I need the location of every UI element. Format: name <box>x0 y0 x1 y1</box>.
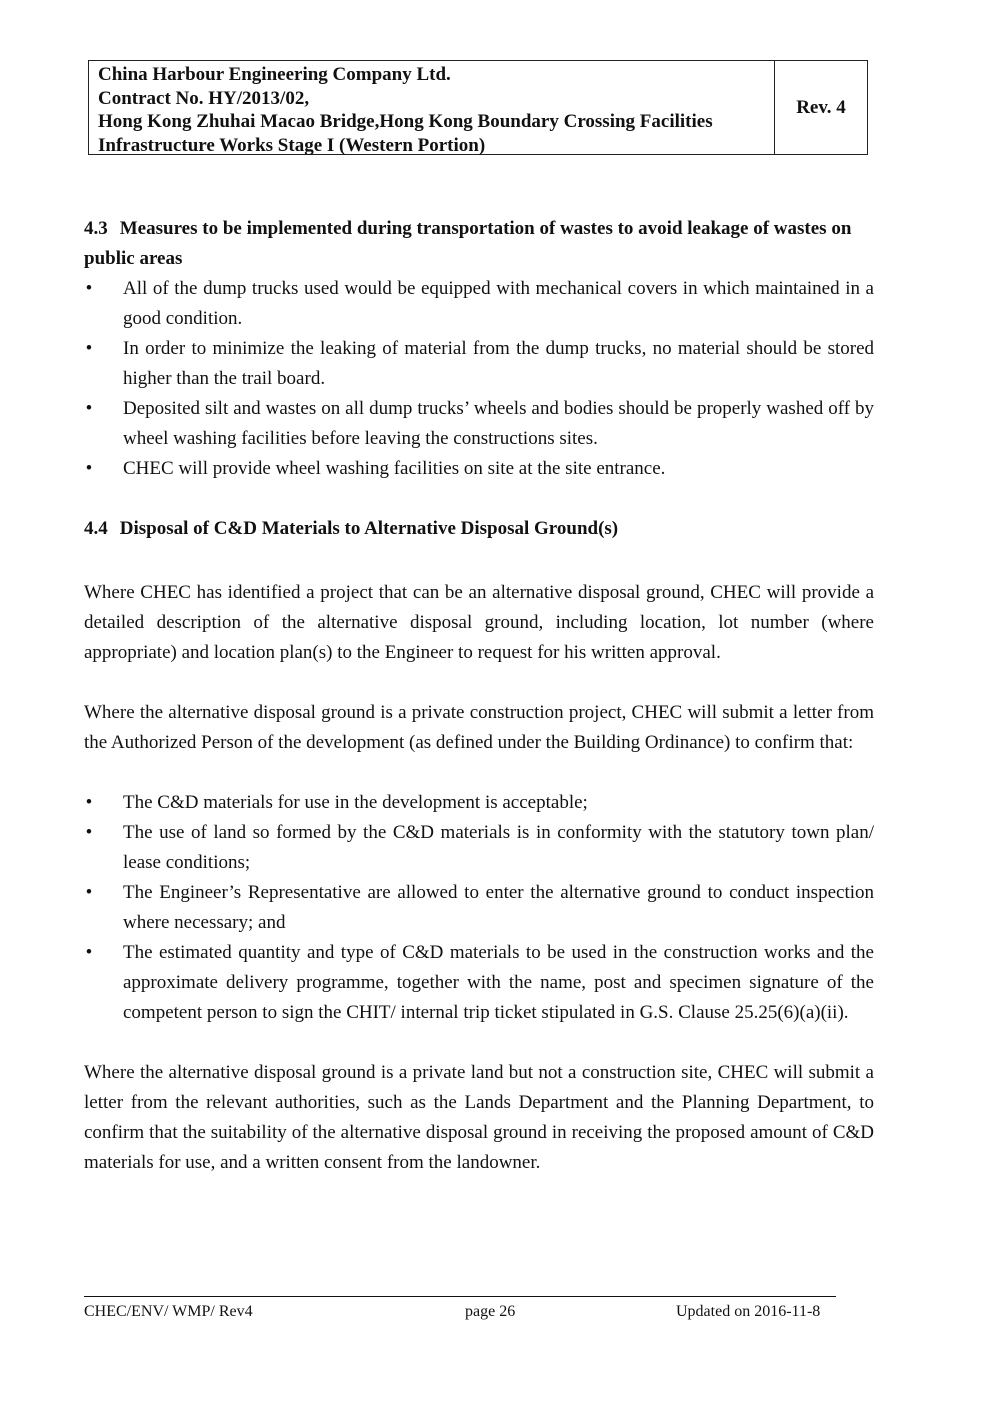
list-item <box>84 454 874 484</box>
header-works-stage: Infrastructure Works Stage I (Western Portion) <box>98 134 486 156</box>
section-4-4-bullet-list <box>84 788 874 1028</box>
list-item-text: The use of land so formed by the C&D materials is in conformity with the statutory town plan/ lease conditions; <box>123 822 874 873</box>
section-4-3-bullet-list <box>84 274 874 484</box>
paragraph-private-land: Where the alternative disposal ground is a private land but not a construction site, CHEC will submit a letter from the relevant authorities, such as the Lands Department and the Planning Department, to confirm that the suitability of the alternative disposal ground in receiving the proposed amount of C&D materials for use, and a written consent from the landowner. <box>84 1062 874 1173</box>
footer-updated-date: Updated on 2016-11-8 <box>676 1303 821 1320</box>
list-item <box>84 394 874 454</box>
paragraph-private-construction-project: Where the alternative disposal ground is a private construction project, CHEC will submit a letter from the Authorized Person of the development (as defined under the Building Ordinance) to confirm that: <box>84 702 874 753</box>
footer-page-number: page 26 <box>465 1303 516 1320</box>
list-item <box>84 334 874 394</box>
list-item-text: Deposited silt and wastes on all dump trucks’ wheels and bodies should be properly washed off by wheel washing facilities before leaving the constructions sites. <box>123 398 874 449</box>
list-item <box>84 938 874 1028</box>
header-contract-no: Contract No. HY/2013/02, <box>98 87 310 109</box>
bullet-icon: • <box>85 278 93 299</box>
list-item <box>84 878 874 938</box>
document-header <box>88 60 868 155</box>
bullet-icon: • <box>85 822 93 843</box>
header-project-name: Hong Kong Zhuhai Macao Bridge,Hong Kong Boundary Crossing Facilities <box>98 111 713 132</box>
section-4-4-heading <box>84 514 874 544</box>
bullet-icon: • <box>85 942 93 963</box>
list-item <box>84 818 874 878</box>
header-company-name: China Harbour Engineering Company Ltd. <box>98 64 451 85</box>
header-company-info <box>89 61 775 154</box>
list-item <box>84 274 874 334</box>
section-number: 4.4 <box>84 518 108 539</box>
list-item <box>84 788 874 818</box>
section-title: Measures to be implemented during transportation of wastes to avoid leakage of wastes on public areas <box>84 218 852 269</box>
section-4-3-heading <box>84 214 874 274</box>
section-title: Disposal of C&D Materials to Alternative Disposal Ground(s) <box>119 518 619 539</box>
footer-doc-ref: CHEC/ENV/ WMP/ Rev4 <box>84 1303 253 1320</box>
bullet-icon: • <box>85 338 93 359</box>
list-item-text: In order to minimize the leaking of material from the dump trucks, no material should be stored higher than the trail board. <box>123 338 874 389</box>
list-item-text: CHEC will provide wheel washing facilities on site at the site entrance. <box>123 458 666 479</box>
list-item-text: All of the dump trucks used would be equipped with mechanical covers in which maintained in a good condition. <box>123 278 874 329</box>
list-item-text: The estimated quantity and type of C&D materials to be used in the construction works and the approximate delivery programme, together with the name, post and specimen signature of the competent person to sign the CHIT/ internal trip ticket stipulated in G.S. Clause 25.25(6)(a)(ii). <box>123 942 874 1023</box>
bullet-icon: • <box>85 882 93 903</box>
bullet-icon: • <box>85 398 93 419</box>
list-item-text: The C&D materials for use in the development is acceptable; <box>123 792 588 813</box>
footer-divider <box>84 1296 836 1297</box>
list-item-text: The Engineer’s Representative are allowed to enter the alternative ground to conduct inspection where necessary; and <box>123 882 874 933</box>
document-body <box>84 214 874 1178</box>
bullet-icon: • <box>85 458 93 479</box>
paragraph-alternative-ground-description: Where CHEC has identified a project that can be an alternative disposal ground, CHEC will provide a detailed description of the alternative disposal ground, including location, lot number (where appropriate) and location plan(s) to the Engineer to request for his written approval. <box>84 582 874 663</box>
bullet-icon: • <box>85 792 93 813</box>
header-revision: Rev. 4 <box>796 96 846 118</box>
section-number: 4.3 <box>84 218 108 239</box>
